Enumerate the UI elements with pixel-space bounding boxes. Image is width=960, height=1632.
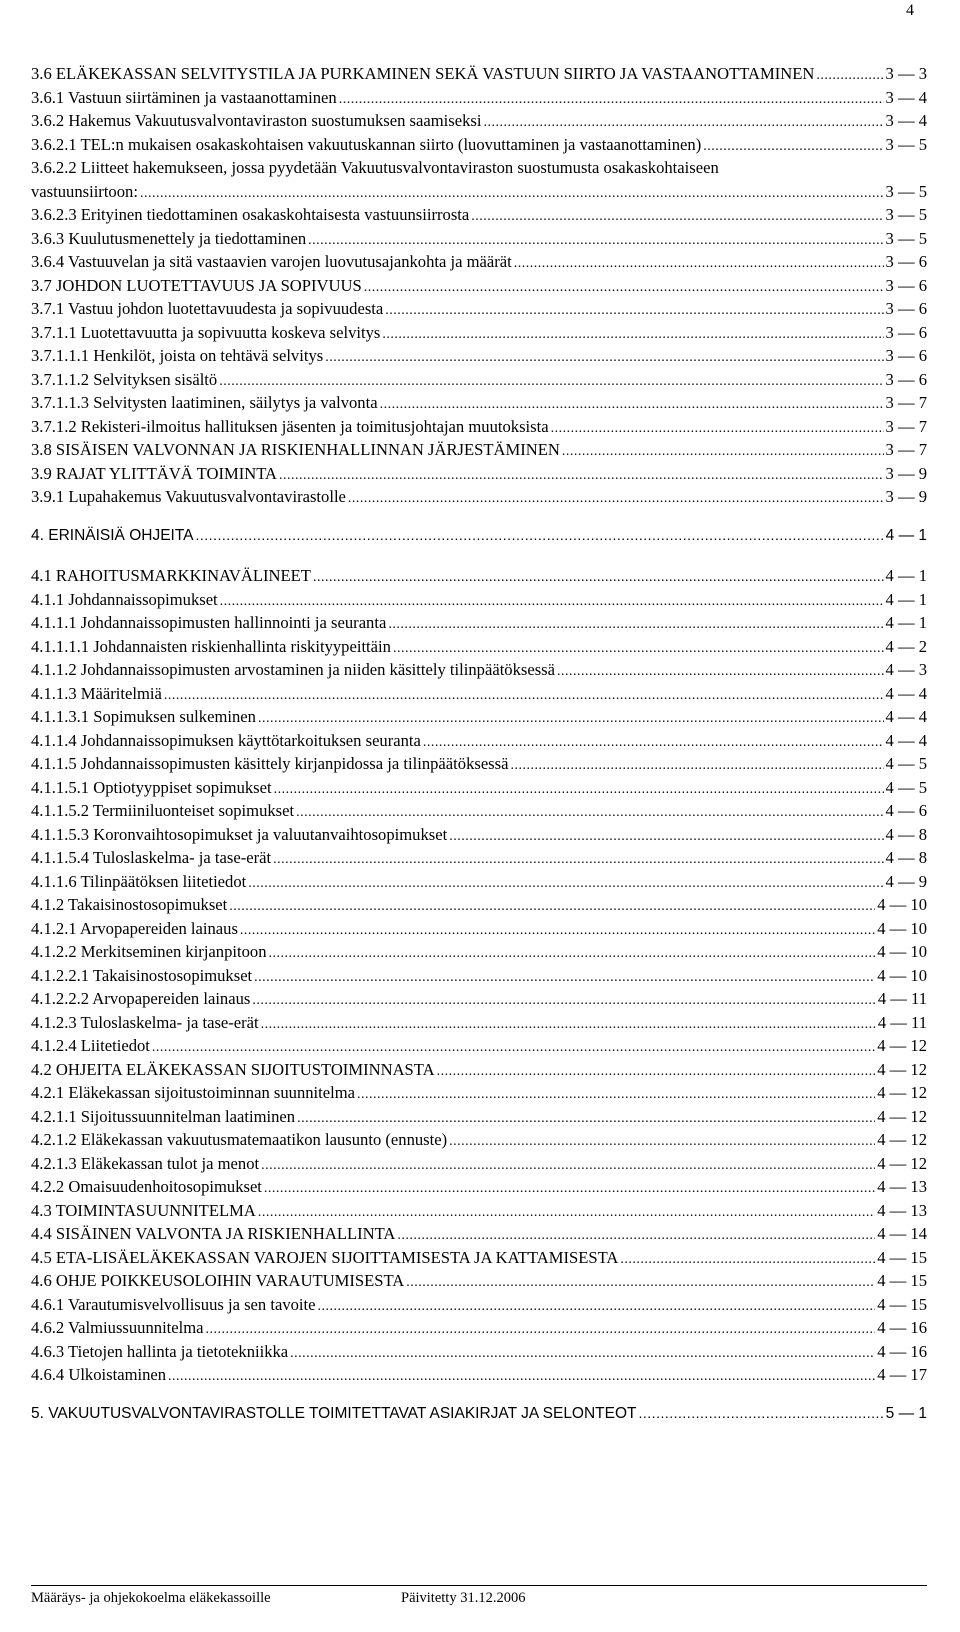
toc-entry[interactable] — [31, 88, 927, 112]
toc-entry-page: 4 — 8 — [885, 848, 927, 867]
page-number: 4 — [906, 2, 914, 19]
toc-dot-leader — [269, 942, 876, 962]
toc-entry[interactable] — [31, 895, 927, 919]
toc-dot-leader — [261, 1013, 876, 1033]
toc-dot-leader — [325, 346, 883, 366]
toc-entry-title: 3.9 RAJAT YLITTÄVÄ TOIMINTA — [31, 463, 278, 483]
toc-dot-leader — [240, 919, 875, 939]
toc-dot-leader — [703, 135, 883, 155]
toc-entry[interactable] — [31, 590, 927, 614]
toc-entry-page: 4 — 16 — [877, 1341, 927, 1361]
toc-entry[interactable] — [31, 613, 927, 637]
toc-dot-leader — [406, 1271, 875, 1291]
toc-entry-title: 3.6.2.1 TEL:n mukaisen osakaskohtaisen vakuutuskannan siirto (luovuttaminen ja vastaanottaminen) — [31, 134, 702, 154]
toc-entry-title: 4.1 RAHOITUSMARKKINAVÄLINEET — [31, 566, 311, 585]
toc-entry-page: 4 — 15 — [877, 1247, 927, 1267]
toc-entry-page: 4 — 10 — [877, 918, 927, 938]
toc-entry-title: 4.1.2.3 Tuloslaskelma- ja tase-erät — [31, 1012, 259, 1032]
toc-dot-leader — [254, 966, 875, 986]
toc-entry-page: 3 — 3 — [885, 64, 927, 83]
toc-entry-title: 4.6 OHJE POIKKEUSOLOIHIN VARAUTUMISESTA — [31, 1271, 405, 1290]
toc-entry[interactable] — [31, 346, 927, 370]
toc-dot-leader — [274, 778, 884, 798]
toc-entry-page: 4 — 1 — [885, 613, 927, 632]
toc-dot-leader — [380, 393, 884, 413]
toc-entry-title: 4.1.1.1.1 Johdannaisten riskienhallinta riskityypeittäin — [31, 636, 391, 656]
toc-dot-leader — [816, 64, 883, 84]
toc-entry[interactable] — [31, 660, 927, 684]
toc-entry[interactable] — [31, 684, 927, 708]
toc-entry[interactable] — [31, 182, 927, 206]
toc-dot-leader — [140, 182, 884, 202]
footer-divider — [31, 1585, 927, 1586]
toc-dot-leader — [471, 205, 883, 225]
toc-entry-page: 4 — 15 — [877, 1294, 927, 1314]
toc-entry[interactable] — [31, 1107, 927, 1131]
toc-entry[interactable] — [31, 1060, 927, 1084]
toc-entry[interactable] — [31, 1154, 927, 1178]
footer-date: Päivitetty 31.12.2006 — [401, 1590, 526, 1606]
toc-entry[interactable] — [31, 1405, 927, 1429]
toc-entry-page: 4 — 5 — [885, 754, 927, 773]
toc-entry-title: 4.6.4 Ulkoistaminen — [31, 1365, 167, 1384]
toc-dot-leader — [164, 684, 884, 704]
toc-entry[interactable] — [31, 801, 927, 825]
toc-entry-title: 3.6.2.2 Liitteet hakemukseen, jossa pyydetään Vakuutusvalvontaviraston suostumusta osakaskohtaiseen — [31, 158, 719, 177]
toc-entry[interactable] — [31, 135, 927, 159]
toc-entry-page: 3 — 7 — [885, 416, 927, 436]
toc-entry[interactable] — [31, 1036, 927, 1060]
toc-entry-title: 4.2.1.3 Eläkekassan tulot ja menot — [31, 1153, 260, 1173]
toc-dot-leader — [551, 417, 884, 437]
toc-entry[interactable] — [31, 848, 927, 872]
toc-entry-page: 4 — 1 — [885, 566, 927, 585]
toc-entry[interactable] — [31, 1013, 927, 1037]
toc-entry-page: 3 — 6 — [885, 369, 927, 389]
toc-entry-title: 4.2.1.1 Sijoitussuunnitelman laatiminen — [31, 1106, 296, 1126]
toc-entry-title: 4.1.1.5.2 Termiiniluonteiset sopimukset — [31, 801, 295, 820]
toc-entry-page: 4 — 1 — [885, 526, 927, 544]
toc-entry-page: 3 — 4 — [885, 111, 927, 130]
toc-entry-page: 4 — 12 — [877, 1106, 927, 1126]
toc-dot-leader — [382, 323, 883, 343]
toc-entry-page: 4 — 4 — [885, 730, 927, 750]
toc-dot-leader — [639, 1405, 884, 1423]
toc-dot-leader — [219, 370, 883, 390]
toc-spacer — [31, 550, 927, 566]
toc-entry[interactable] — [31, 872, 927, 896]
toc-entry-page: 4 — 15 — [877, 1271, 927, 1290]
toc-dot-leader — [220, 590, 884, 610]
toc-entry-page: 3 — 5 — [885, 228, 927, 248]
toc-dot-leader — [393, 637, 884, 657]
toc-entry-page: 3 — 6 — [885, 252, 927, 271]
toc-entry-title: 4.2.1 Eläkekassan sijoitustoiminnan suunnitelma — [31, 1083, 355, 1102]
toc-spacer — [31, 511, 927, 527]
toc-entry[interactable] — [31, 1271, 927, 1295]
toc-entry-page: 4 — 2 — [885, 636, 927, 656]
toc-dot-leader — [397, 1224, 875, 1244]
toc-entry-page: 3 — 5 — [885, 205, 927, 224]
toc-entry-title: 3.7.1.2 Rekisteri-ilmoitus hallituksen jäsenten ja toimitusjohtajan muutoksista — [31, 416, 549, 436]
toc-dot-leader — [510, 754, 883, 774]
toc-dot-leader — [206, 1318, 876, 1338]
toc-entry-page: 4 — 1 — [885, 589, 927, 609]
toc-entry[interactable] — [31, 1083, 927, 1107]
toc-dot-leader — [248, 872, 883, 892]
toc-entry[interactable] — [31, 966, 927, 990]
toc-entry-page: 4 — 12 — [877, 1036, 927, 1055]
toc-entry-page: 4 — 10 — [877, 942, 927, 961]
toc-entry-page: 4 — 4 — [885, 683, 927, 703]
toc-entry-page: 4 — 10 — [877, 895, 927, 914]
toc-entry-title: 4.1.2.2.2 Arvopapereiden lainaus — [31, 989, 251, 1008]
toc-entry-page: 3 — 9 — [885, 487, 927, 506]
toc-entry-title: 3.7 JOHDON LUOTETTAVUUS JA SOPIVUUS — [31, 275, 362, 295]
toc-dot-leader — [339, 88, 884, 108]
toc-entry[interactable] — [31, 1295, 927, 1319]
toc-entry-page: 4 — 9 — [885, 871, 927, 891]
toc-entry-page: 4 — 17 — [877, 1365, 927, 1384]
toc-entry[interactable] — [31, 919, 927, 943]
toc-entry-title: 3.6.3 Kuulutusmenettely ja tiedottaminen — [31, 228, 307, 248]
toc-entry[interactable] — [31, 111, 927, 135]
toc-entry-page: 4 — 13 — [877, 1177, 927, 1196]
toc-entry-title: 4.1.1.6 Tilinpäätöksen liitetiedot — [31, 871, 247, 891]
toc-entry[interactable] — [31, 754, 927, 778]
toc-entry[interactable] — [31, 276, 927, 300]
toc-entry[interactable] — [31, 464, 927, 488]
toc-entry-page: 4 — 12 — [877, 1059, 927, 1079]
toc-entry[interactable] — [31, 205, 927, 229]
toc-entry-title: 4.2.1.2 Eläkekassan vakuutusmatemaatikon lausunto (ennuste) — [31, 1130, 448, 1149]
toc-dot-leader — [273, 848, 883, 868]
toc-dot-leader — [562, 440, 884, 460]
toc-dot-leader — [388, 613, 883, 633]
toc-entry-title: 4.1.1.5.1 Optiotyyppiset sopimukset — [31, 777, 272, 797]
toc-entry-page: 3 — 7 — [885, 393, 927, 412]
toc-dot-leader — [296, 801, 883, 821]
toc-entry[interactable] — [31, 942, 927, 966]
toc-entry-title: 4.1.1.3 Määritelmiä — [31, 683, 162, 703]
toc-entry[interactable] — [31, 158, 927, 182]
toc-entry-page: 4 — 16 — [877, 1318, 927, 1337]
toc-entry[interactable] — [31, 323, 927, 347]
toc-entry[interactable] — [31, 707, 927, 731]
toc-entry-title: 4.1.1.1 Johdannaissopimusten hallinnointi ja seuranta — [31, 613, 387, 632]
toc-entry[interactable] — [31, 229, 927, 253]
toc-entry-page: 3 — 6 — [885, 346, 927, 365]
toc-entry-page: 3 — 5 — [885, 134, 927, 154]
toc-entry-page: 4 — 14 — [877, 1224, 927, 1243]
toc-entry-page: 3 — 6 — [885, 275, 927, 295]
toc-entry-title: 4.1.1.2 Johdannaissopimusten arvostaminen ja niiden käsittely tilinpäätöksessä — [31, 660, 555, 679]
toc-entry-title: 4.3 TOIMINTASUUNNITELMA — [31, 1200, 256, 1220]
toc-entry-page: 3 — 7 — [885, 440, 927, 459]
toc-dot-leader — [385, 299, 883, 319]
toc-dot-leader — [620, 1248, 875, 1268]
toc-dot-leader — [313, 566, 884, 586]
toc-entry[interactable] — [31, 487, 927, 511]
toc-entry[interactable] — [31, 1201, 927, 1225]
toc-entry-title: 4.4 SISÄINEN VALVONTA JA RISKIENHALLINTA — [31, 1224, 396, 1243]
toc-entry-title: 4.2.2 Omaisuudenhoitosopimukset — [31, 1177, 262, 1196]
toc-entry-page: 5 — 1 — [885, 1404, 927, 1422]
toc-dot-leader — [261, 1154, 875, 1174]
toc-dot-leader — [279, 464, 883, 484]
toc-entry-title: 4.1.1.5.4 Tuloslaskelma- ja tase-erät — [31, 848, 272, 867]
toc-entry-page: 4 — 8 — [885, 824, 927, 844]
toc-entry[interactable] — [31, 527, 927, 551]
toc-entry[interactable] — [31, 417, 927, 441]
toc-entry[interactable] — [31, 637, 927, 661]
toc-entry-page: 3 — 6 — [885, 299, 927, 318]
toc-entry[interactable] — [31, 825, 927, 849]
toc-entry-title: 4.1.2.1 Arvopapereiden lainaus — [31, 918, 238, 938]
toc-entry-page: 4 — 10 — [877, 965, 927, 985]
toc-dot-leader — [557, 660, 884, 680]
toc-entry-page: 4 — 12 — [877, 1153, 927, 1173]
toc-entry[interactable] — [31, 731, 927, 755]
toc-dot-leader — [449, 1130, 875, 1150]
toc-entry[interactable] — [31, 393, 927, 417]
toc-entry-title: 5. VAKUUTUSVALVONTAVIRASTOLLE TOIMITETTAVAT ASIAKIRJAT JA SELONTEOT — [31, 1404, 637, 1422]
toc-entry-title: 4.1.2.4 Liitetiedot — [31, 1036, 150, 1055]
toc-entry[interactable] — [31, 1248, 927, 1272]
toc-entry[interactable] — [31, 1177, 927, 1201]
toc-entry-title: 4.1.2.2.1 Takaisinostosopimukset — [31, 965, 253, 985]
toc-entry-page: 4 — 11 — [877, 989, 927, 1008]
toc-entry[interactable] — [31, 64, 927, 88]
toc-entry-page: 4 — 12 — [877, 1130, 927, 1149]
toc-entry[interactable] — [31, 1365, 927, 1389]
toc-entry[interactable] — [31, 252, 927, 276]
toc-dot-leader — [152, 1036, 875, 1056]
toc-dot-leader — [252, 989, 875, 1009]
toc-dot-leader — [258, 707, 884, 727]
toc-entry-title: 3.6 ELÄKEKASSAN SELVITYSTILA JA PURKAMINEN SEKÄ VASTUUN SIIRTO JA VASTAANOTTAMINEN — [31, 64, 815, 83]
toc-entry-page: 4 — 12 — [877, 1083, 927, 1102]
toc-entry-title: 4.1.1.4 Johdannaissopimuksen käyttötarkoituksen seuranta — [31, 730, 421, 750]
toc-entry-title: 3.7.1.1.1 Henkilöt, joista on tehtävä selvitys — [31, 346, 324, 365]
toc-dot-leader — [437, 1060, 876, 1080]
toc-dot-leader — [168, 1365, 875, 1385]
toc-dot-leader — [290, 1342, 875, 1362]
toc-dot-leader — [423, 731, 884, 751]
toc-entry-title: 4.1.1.5 Johdannaissopimusten käsittely kirjanpidossa ja tilinpäätöksessä — [31, 754, 509, 773]
toc-entry-page: 4 — 13 — [877, 1200, 927, 1220]
toc-entry-page: 4 — 3 — [885, 660, 927, 679]
toc-entry-page: 4 — 6 — [885, 801, 927, 820]
toc-entry-title: 4.6.1 Varautumisvelvollisuus ja sen tavoite — [31, 1294, 316, 1314]
toc-entry-title: 4.1.1.3.1 Sopimuksen sulkeminen — [31, 707, 256, 726]
toc-entry-title: 3.8 SISÄISEN VALVONNAN JA RISKIENHALLINNAN JÄRJESTÄMINEN — [31, 440, 560, 459]
toc-entry[interactable] — [31, 989, 927, 1013]
toc-entry-title: 4.1.2 Takaisinostosopimukset — [31, 895, 228, 914]
toc-dot-leader — [348, 487, 884, 507]
toc-entry[interactable] — [31, 1342, 927, 1366]
toc-entry-title: 4.5 ETA-LISÄELÄKEKASSAN VAROJEN SIJOITTAMISESTA JA KATTAMISESTA — [31, 1247, 619, 1267]
toc-entry[interactable] — [31, 1224, 927, 1248]
toc-entry-title: 3.7.1.1.2 Selvityksen sisältö — [31, 369, 218, 389]
toc-dot-leader — [258, 1201, 875, 1221]
toc-dot-leader — [297, 1107, 875, 1127]
toc-entry-title: 3.6.1 Vastuun siirtäminen ja vastaanottaminen — [31, 87, 337, 107]
toc-spacer — [31, 1389, 927, 1405]
toc-entry-title: 3.6.2 Hakemus Vakuutusvalvontaviraston suostumuksen saamiseksi — [31, 111, 482, 130]
toc-entry-page: 3 — 6 — [885, 322, 927, 342]
toc-entry-title: 4.6.2 Valmiussuunnitelma — [31, 1318, 204, 1337]
toc-entry-title: 3.7.1.1 Luotettavuutta ja sopivuutta koskeva selvitys — [31, 322, 381, 342]
toc-entry[interactable] — [31, 440, 927, 464]
toc-entry-title: 3.9.1 Lupahakemus Vakuutusvalvontavirastolle — [31, 487, 346, 506]
footer-title: Määräys- ja ohjekokoelma eläkekassoille — [31, 1590, 271, 1606]
toc-dot-leader — [449, 825, 883, 845]
toc-entry-title: 3.7.1.1.3 Selvitysten laatiminen, säilytys ja valvonta — [31, 393, 378, 412]
toc-entry[interactable] — [31, 1318, 927, 1342]
toc-dot-leader — [308, 229, 883, 249]
table-of-contents — [31, 64, 927, 1428]
toc-entry-page: 4 — 5 — [885, 777, 927, 797]
toc-entry-title: 4.2 OHJEITA ELÄKEKASSAN SIJOITUSTOIMINNASTA — [31, 1059, 435, 1079]
toc-entry-title: 4.1.1.5.3 Koronvaihtosopimukset ja valuutanvaihtosopimukset — [31, 824, 448, 844]
toc-entry[interactable] — [31, 370, 927, 394]
toc-dot-leader — [229, 895, 875, 915]
toc-entry-title: 3.6.2.3 Erityinen tiedottaminen osakaskohtaisesta vastuunsiirrosta — [31, 205, 470, 224]
toc-dot-leader — [196, 527, 884, 545]
toc-entry-title: 4.6.3 Tietojen hallinta ja tietotekniikka — [31, 1341, 289, 1361]
toc-entry[interactable] — [31, 566, 927, 590]
toc-entry-title: 4. ERINÄISIÄ OHJEITA — [31, 526, 194, 544]
toc-entry-title: 3.7.1 Vastuu johdon luotettavuudesta ja sopivuudesta — [31, 299, 384, 318]
toc-dot-leader — [514, 252, 884, 272]
toc-entry-page: 4 — 4 — [885, 707, 927, 726]
toc-entry-page: 4 — 11 — [877, 1012, 927, 1032]
toc-entry-title: 4.1.1 Johdannaissopimukset — [31, 589, 218, 609]
toc-dot-leader — [264, 1177, 875, 1197]
toc-dot-leader — [318, 1295, 876, 1315]
toc-entry[interactable] — [31, 299, 927, 323]
toc-entry-title: vastuunsiirtoon: — [31, 181, 138, 201]
toc-dot-leader — [483, 111, 883, 131]
toc-entry-page: 3 — 5 — [885, 181, 927, 201]
toc-dot-leader — [357, 1083, 875, 1103]
toc-entry[interactable] — [31, 1130, 927, 1154]
toc-entry-title: 4.1.2.2 Merkitseminen kirjanpitoon — [31, 942, 267, 961]
toc-entry-page: 3 — 4 — [885, 87, 927, 107]
toc-entry-title: 3.6.4 Vastuuvelan ja sitä vastaavien varojen luovutusajankohta ja määrät — [31, 252, 512, 271]
toc-entry[interactable] — [31, 778, 927, 802]
toc-entry-page: 3 — 9 — [885, 463, 927, 483]
toc-dot-leader — [364, 276, 884, 296]
